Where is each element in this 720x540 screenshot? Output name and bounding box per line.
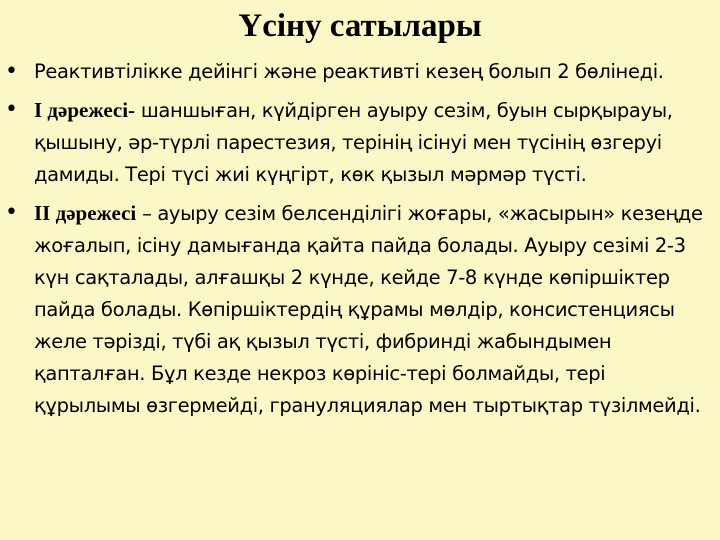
bullet-term: I дәрежесі-: [34, 98, 136, 122]
slide-title: Үсіну сатылары: [238, 8, 482, 44]
bullet-dot-icon: •: [5, 97, 18, 122]
bullet-dot-icon: •: [5, 59, 18, 84]
bullet-dot-icon: •: [5, 200, 18, 225]
bullet-text: шаншыған, күйдірген ауыру сезім, буын сырқырауы, қышыну, әр-түрлі парестезия, терінің ісінуі мен түсінің өзгеруі дамиды. Тері түсі жиі күңгірт, көк қызыл мәрмәр түсті.: [34, 99, 673, 186]
bullet-text: Реактивтілікке дейінгі және реактивті кезең болып 2 бөлінеді.: [34, 60, 664, 83]
bullet-item: [0, 197, 720, 422]
bullet-item: [0, 56, 720, 88]
bullet-text: – ауыру сезім белсенділігі жоғары, «жасырын» кезеңде жоғалып, ісіну дамығанда қайта пайда болады. Ауыру сезімі 2-3 күн сақталады, алғашқы 2 күнде, кейде 7-8 күнде көпіршіктер пайда болады. Көпіршіктердің құрамы мөлдір, консистенциясы желе тәрізді, түбі ақ қызыл түсті, фибринді жабындымен қапталған. Бұл кезде некроз көрініс-тері болмайды, тері құрылымы өзгермейді, грануляциялар мен тыртықтар түзілмейді.: [34, 202, 703, 417]
bullet-term: II дәрежесі: [34, 201, 137, 225]
bullet-list: [0, 56, 720, 428]
bullet-item: [0, 94, 720, 191]
